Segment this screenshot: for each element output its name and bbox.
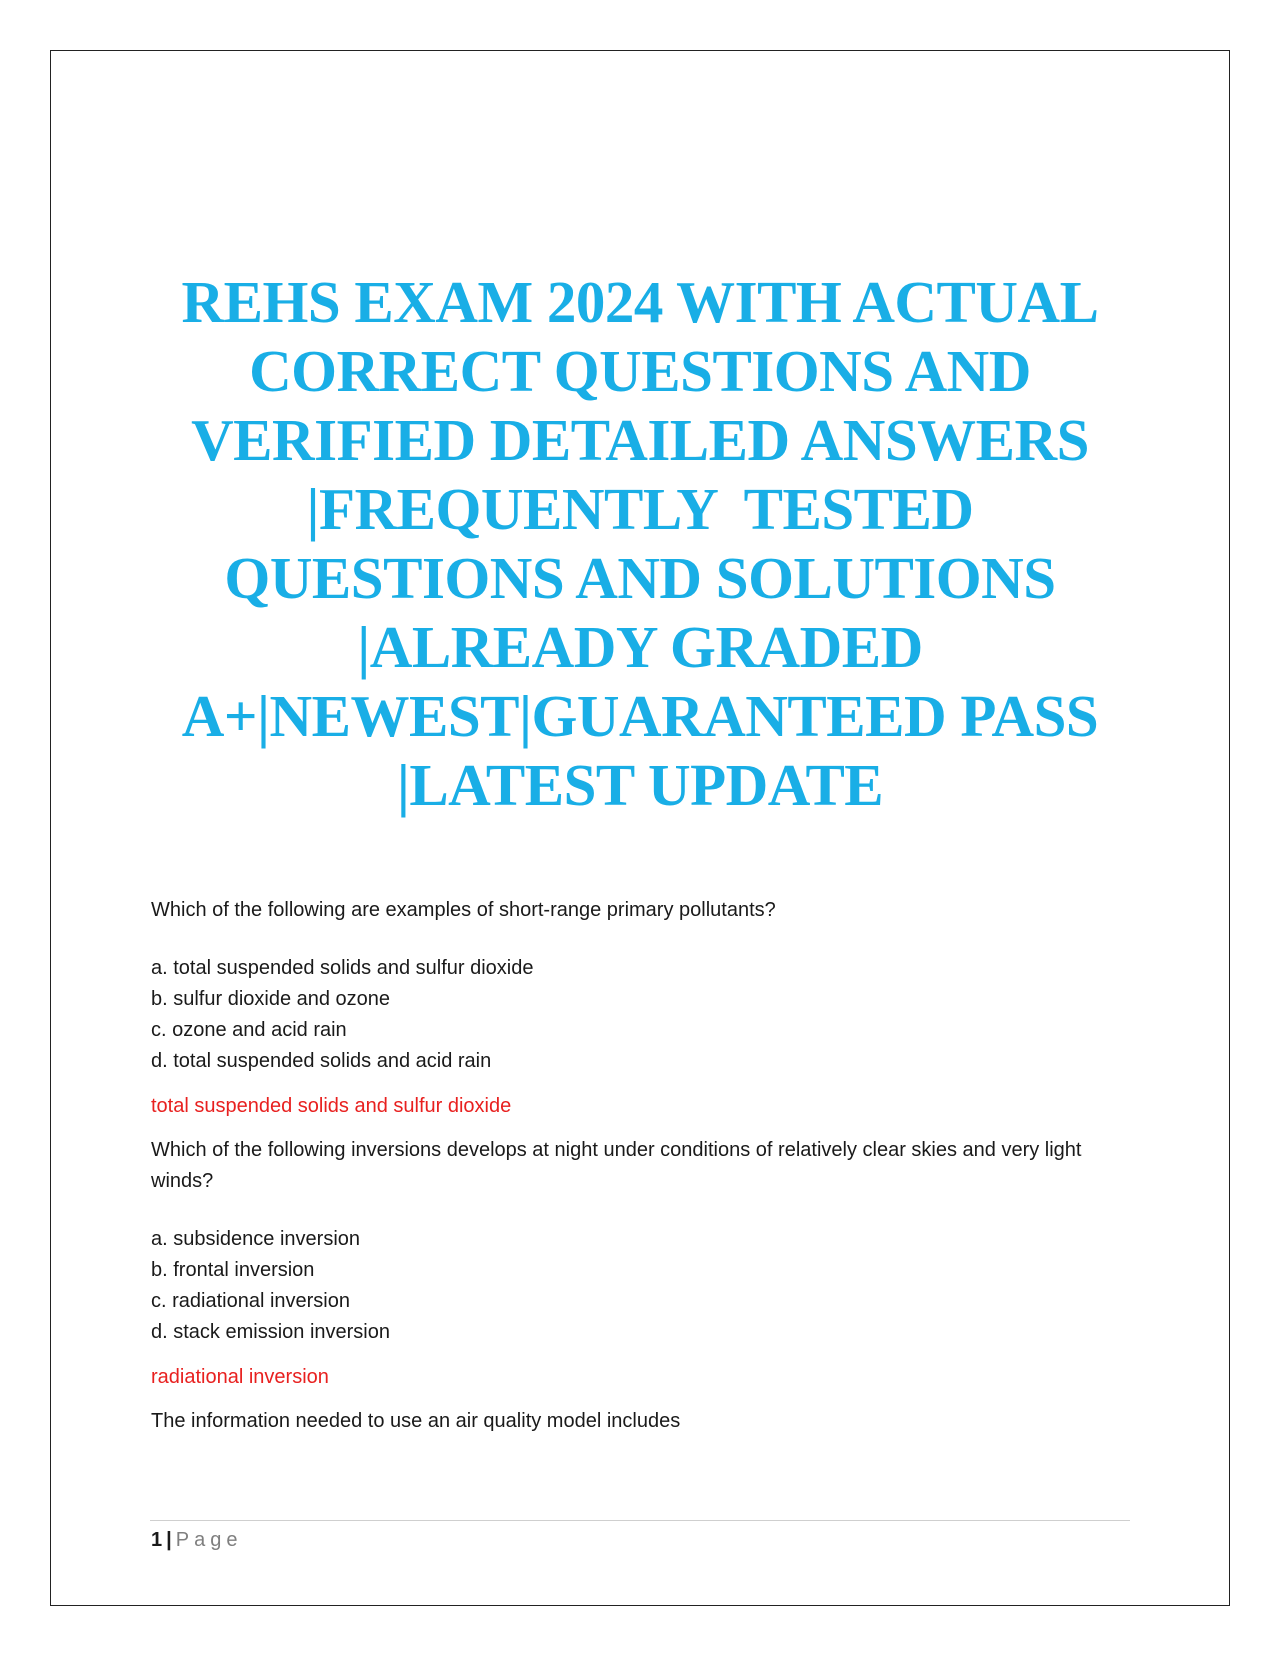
title-line: A+|NEWEST|GUARANTEED PASS (181, 683, 1099, 749)
footer-separator: | (166, 1529, 172, 1551)
title-line: CORRECT QUESTIONS AND (249, 338, 1031, 404)
question-list (151, 895, 1121, 1437)
option-item: b. frontal inversion (151, 1259, 315, 1281)
question-block (151, 1406, 1121, 1437)
option-item: d. stack emission inversion (151, 1321, 390, 1343)
option-item: b. sulfur dioxide and ozone (151, 988, 391, 1010)
page-footer (151, 1526, 242, 1554)
answer-text: total suspended solids and sulfur dioxide (151, 1095, 512, 1117)
question-text: The information needed to use an air quality model includes (151, 1410, 681, 1432)
title-line: VERIFIED DETAILED ANSWERS (191, 407, 1089, 473)
question-text: Which of the following inversions develops at night under conditions of relatively clear skies and very light winds? (151, 1139, 1082, 1192)
page-label: Page (175, 1529, 243, 1551)
option-item: d. total suspended solids and acid rain (151, 1050, 492, 1072)
title-line: REHS EXAM 2024 WITH ACTUAL (181, 269, 1099, 335)
title-line: |FREQUENTLY TESTED (306, 476, 974, 542)
question-text: Which of the following are examples of short-range primary pollutants? (151, 899, 776, 921)
document-title (150, 268, 1130, 820)
option-item: c. radiational inversion (151, 1290, 350, 1312)
title-line: |LATEST UPDATE (396, 752, 884, 818)
option-list (151, 953, 1121, 1077)
page-number: 1 (151, 1529, 163, 1551)
question-block (151, 1135, 1121, 1393)
question-block (151, 895, 1121, 1122)
footer-divider (150, 1520, 1130, 1521)
option-list (151, 1224, 1121, 1348)
answer-text: radiational inversion (151, 1366, 329, 1388)
option-item: c. ozone and acid rain (151, 1019, 347, 1041)
option-item: a. total suspended solids and sulfur dioxide (151, 957, 534, 979)
title-line: QUESTIONS AND SOLUTIONS (224, 545, 1056, 611)
title-line: |ALREADY GRADED (357, 614, 923, 680)
option-item: a. subsidence inversion (151, 1228, 361, 1250)
